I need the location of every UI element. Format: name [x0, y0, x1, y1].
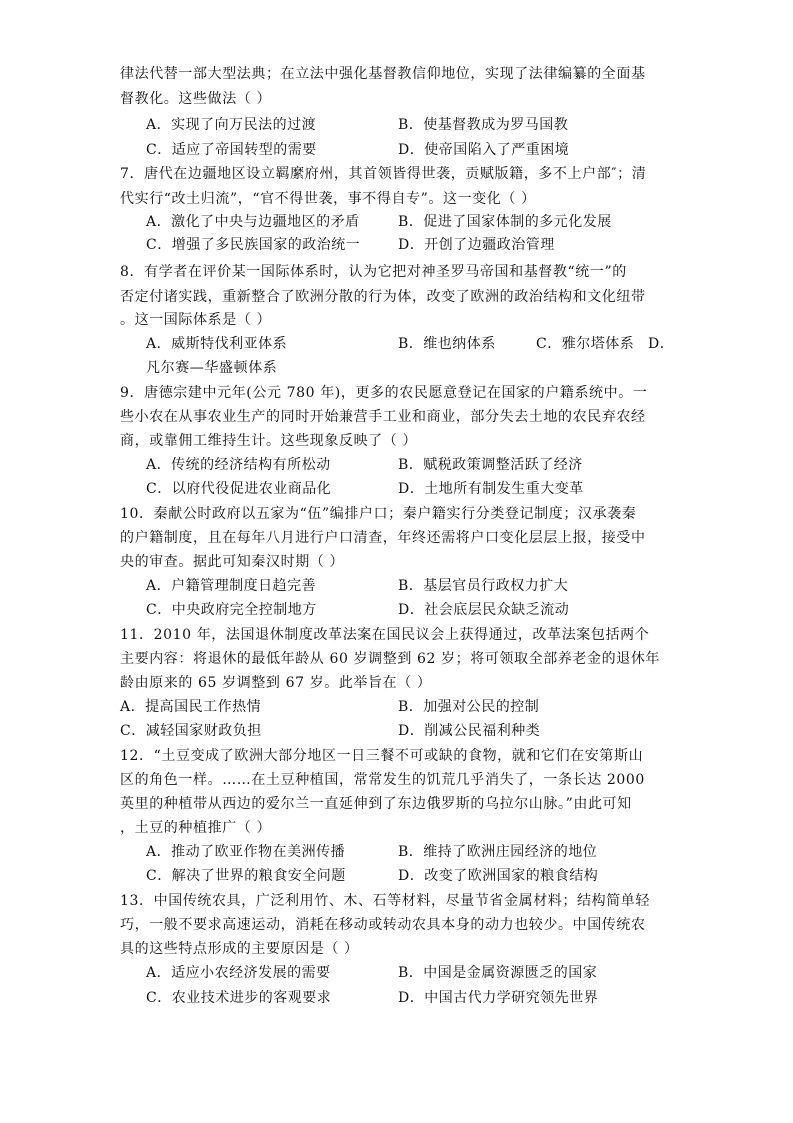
- question-12-line: 英里的种植带从西边的爱尔兰一直延伸到了东边俄罗斯的乌拉尔山脉。”由此可知: [120, 796, 632, 812]
- option-b: B．基层官员行政权力扩大: [398, 578, 569, 594]
- question-10-line: 的户籍制度，且在每年八月进行户口清查，年终还需将户口变化层层上报，接受中: [120, 530, 646, 546]
- text-line: 督教化。这些做法（ ）: [120, 91, 272, 107]
- option-c: C．以府代役促进农业商品化: [146, 481, 332, 497]
- option-d: D．: [648, 336, 675, 352]
- question-10-line: 10．秦献公时政府以五家为“伍”编排户口；秦户籍实行分类登记制度；汉承袭秦: [120, 506, 637, 522]
- option-d-text: 凡尔赛—华盛顿体系: [146, 360, 278, 376]
- option-b: B．使基督教成为罗马国教: [398, 117, 569, 133]
- option-d: D．社会底层民众缺乏流动: [398, 602, 570, 618]
- option-b: B．加强对公民的控制: [398, 699, 540, 715]
- question-7-line: 7．唐代在边疆地区设立羁縻府州，其首领皆得世袭，贡赋版籍，多不上户部″；清: [120, 166, 647, 182]
- option-a: A．传统的经济结构有所松动: [146, 457, 331, 473]
- question-11-line: 龄由原来的 65 岁调整到 67 岁。此举旨在（ ）: [120, 675, 432, 691]
- question-12-line: 区的角色一样。……在土豆种植国，常常发生的饥荒几乎消失了，一条长达 2000: [120, 772, 645, 788]
- option-a: A．提高国民工作热情: [120, 699, 262, 715]
- question-9-line: 商，或靠佣工维持生计。这些现象反映了（ ）: [120, 433, 418, 449]
- option-c: C．增强了多民族国家的政治统一: [146, 237, 361, 253]
- option-a: A．户籍管理制度日趋完善: [146, 578, 317, 594]
- question-13-line: 13．中国传统农具，广泛利用竹、木、石等材料，尽量节省金属材料；结构简单轻: [120, 893, 651, 909]
- option-d: D．削减公民福利种类: [398, 723, 541, 739]
- option-a: A．威斯特伐利亚体系: [146, 336, 288, 352]
- question-12-line: ，土豆的种植推广（ ）: [120, 820, 272, 836]
- option-d: D．改变了欧洲国家的粮食结构: [398, 868, 599, 884]
- question-11-line: 11．2010 年，法国退休制度改革法案在国民议会上获得通过，改革法案包括两个: [120, 627, 650, 643]
- option-a: A．实现了向万民法的过渡: [146, 117, 317, 133]
- option-b: B．赋税政策调整活跃了经济: [398, 457, 583, 473]
- question-7-line: 代实行“改土归流”，“官不得世袭，事不得自专”。这一变化（ ）: [120, 191, 536, 207]
- question-9-line: 些小农在从事农业生产的同时开始兼营手工业和商业，部分失去土地的农民弃农经: [120, 409, 646, 425]
- question-9-line: 9．唐德宗建中元年(公元 780 年)，更多的农民愿意登记在国家的户籍系统中。一: [120, 385, 648, 401]
- option-c: C．农业技术进步的客观要求: [146, 990, 332, 1006]
- option-d: D．中国古代力学研究领先世界: [398, 990, 599, 1006]
- option-c: C．适应了帝国转型的需要: [146, 142, 317, 158]
- option-b: B．中国是金属资源匮乏的国家: [398, 965, 598, 981]
- question-11-line: 主要内容：将退休的最低年龄从 60 岁调整到 62 岁；将可领取全部养老金的退休年: [120, 651, 661, 667]
- question-8-line: 8．有学者在评价某一国际体系时，认为它把对神圣罗马帝国和基督教“统一”的: [120, 264, 627, 280]
- option-b: B．维也纳体系: [398, 336, 496, 352]
- option-b: B．维持了欧洲庄园经济的地位: [398, 844, 598, 860]
- text-line: 律法代替一部大型法典；在立法中强化基督教信仰地位，实现了法律编纂的全面基: [120, 66, 646, 82]
- option-a: A．适应小农经济发展的需要: [146, 965, 331, 981]
- option-c: C．解决了世界的粮食安全问题: [146, 868, 346, 884]
- option-a: A．推动了欧亚作物在美洲传播: [146, 844, 346, 860]
- question-8-line: 。这一国际体系是（ ）: [120, 312, 272, 328]
- option-a: A．激化了中央与边疆地区的矛盾: [146, 214, 360, 230]
- question-10-line: 央的审查。据此可知秦汉时期（ ）: [120, 554, 345, 570]
- option-b: B．促进了国家体制的多元化发展: [398, 214, 612, 230]
- option-c: C．中央政府完全控制地方: [146, 602, 317, 618]
- option-d: D．开创了边疆政治管理: [398, 237, 555, 253]
- option-c: C．减轻国家财政负担: [120, 723, 262, 739]
- option-c: C．雅尔塔体系: [536, 336, 635, 352]
- question-12-line: 12．“土豆变成了欧洲大部分地区一日三餐不可或缺的食物，就和它们在安第斯山: [120, 748, 644, 764]
- question-13-line: 具的这些特点形成的主要原因是（ ）: [120, 941, 359, 957]
- option-d: D．使帝国陷入了严重困境: [398, 142, 570, 158]
- question-8-line: 否定付诸实践，重新整合了欧洲分散的行为体，改变了欧洲的政治结构和文化纽带: [120, 289, 646, 305]
- option-d: D．土地所有制发生重大变革: [398, 481, 584, 497]
- question-13-line: 巧，一般不要求高速运动，消耗在移动或转动农具本身的动力也较少。中国传统农: [120, 917, 646, 933]
